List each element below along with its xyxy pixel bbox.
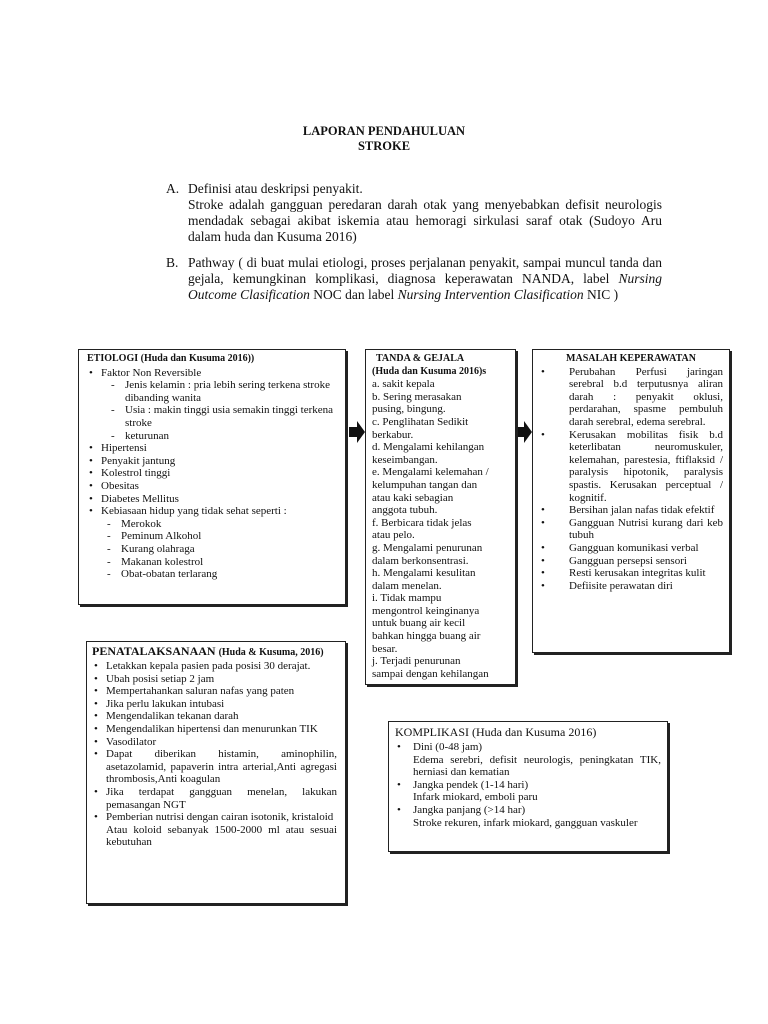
komplikasi-detail: Edema serebri, defisit neurologis, peningkatan TIK, herniasi dan kematian xyxy=(413,753,661,779)
tanda-line: bahkan hingga buang air xyxy=(372,630,481,643)
list-item xyxy=(395,804,661,829)
tanda-line: e. Mengalami kelemahan / xyxy=(372,466,489,479)
list-item: • Gangguan persepsi sensori xyxy=(539,555,723,568)
list-item: • Hipertensi xyxy=(87,442,339,455)
list-item: • Perubahan Perfusi jaringan serebral b.d terputusnya aliran darah : penyakit oklusi, perdarahan, spasme pembuluh darah serebral, edema serebral. xyxy=(539,366,723,429)
list-item: - Peminum Alkohol xyxy=(87,530,339,543)
list-item-extra: Atau koloid sebanyak 1500-2000 ml atau sesuai kebutuhan xyxy=(106,823,337,849)
tanda-line: keseimbangan. xyxy=(372,453,438,466)
list-item: • Obesitas xyxy=(87,480,339,493)
tanda-line: j. Terjadi penurunan xyxy=(372,655,461,668)
komplikasi-detail: Infark miokard, emboli paru xyxy=(413,791,538,804)
etiologi-heading: ETIOLOGI (Huda dan Kusuma 2016)) xyxy=(87,353,255,364)
komplikasi-detail: Stroke rekuren, infark miokard, gangguan vaskuler xyxy=(413,816,638,829)
list-item: • Diabetes Mellitus xyxy=(87,493,339,506)
section-a xyxy=(166,181,662,245)
list-item xyxy=(395,779,661,804)
komplikasi-label: • Dini (0-48 jam) xyxy=(413,741,483,753)
tanda-line: kelumpuhan tangan dan xyxy=(372,478,478,491)
tanda-heading: TANDA & GEJALA xyxy=(376,353,465,364)
list-item: - Jenis kelamin : pria lebih sering terkena stroke dibanding wanita xyxy=(87,379,339,404)
section-b-italic-1: Nursing Outcome Clasification xyxy=(188,271,662,302)
tanda-line: b. Sering merasakan xyxy=(372,390,462,403)
tanda-line: besar. xyxy=(372,642,398,655)
page-subtitle: STROKE xyxy=(357,139,411,153)
tanda-line: dalam menelan. xyxy=(372,579,442,592)
list-item: • Gangguan Nutrisi kurang dari keb tubuh xyxy=(539,517,723,542)
list-item: - keturunan xyxy=(87,430,339,443)
list-item: • Kolestrol tinggi xyxy=(87,467,339,480)
list-item: • Letakkan kepala pasien pada posisi 30 derajat. xyxy=(92,660,337,673)
komplikasi-list xyxy=(395,741,661,829)
tanda-line: f. Berbicara tidak jelas xyxy=(372,516,472,529)
komplikasi-label: • Jangka panjang (>14 har) xyxy=(413,803,526,816)
etiologi-box xyxy=(78,349,346,605)
section-b-text-1: Pathway ( di buat mulai etiologi, proses perjalanan penyakit, sampai muncul tanda dan gejala, kemungkinan komplikasi, diagnosa keperawatan NANDA, label xyxy=(188,255,662,286)
list-item: - Obat-obatan terlarang xyxy=(87,568,339,581)
komplikasi-label: • Jangka pendek (1-14 hari) xyxy=(413,778,529,791)
list-item: • Kebiasaan hidup yang tidak sehat seperti : xyxy=(87,505,339,518)
section-b-body xyxy=(188,255,662,303)
tanda-line: h. Mengalami kesulitan xyxy=(372,567,476,580)
tanda-source: (Huda dan Kusuma 2016)s xyxy=(372,365,487,377)
masalah-box xyxy=(532,349,730,653)
tanda-line: atau pelo. xyxy=(372,529,415,542)
arrow-right-icon xyxy=(516,421,532,443)
tanda-line: a. sakit kepala xyxy=(372,378,435,391)
tanda-line: atau kaki sebagian xyxy=(372,491,454,504)
tanda-line: berkabur. xyxy=(372,428,414,441)
list-item: • Gangguan komunikasi verbal xyxy=(539,542,723,555)
etiologi-list xyxy=(87,367,339,581)
masalah-heading: MASALAH KEPERAWATAN xyxy=(566,353,696,364)
penatalaksanaan-source: (Huda & Kusuma, 2016) xyxy=(218,647,324,658)
list-item: • Mengendalikan hipertensi dan menurunkan TIK xyxy=(92,723,337,736)
list-item: • Resti kerusakan integritas kulit xyxy=(539,567,723,580)
section-b-text-3: NIC ) xyxy=(583,287,619,302)
tanda-line: dalam berkonsentrasi. xyxy=(372,554,469,567)
tanda-line: pusing, bingung. xyxy=(372,403,446,416)
list-item: • Bersihan jalan nafas tidak efektif xyxy=(539,504,723,517)
section-a-label: A. xyxy=(166,181,180,196)
list-item: • Pemberian nutrisi dengan cairan isotonik, kristaloid xyxy=(92,811,337,824)
komplikasi-box xyxy=(388,721,668,852)
penatalaksanaan-list xyxy=(92,660,337,849)
arrow-right-icon xyxy=(349,421,365,443)
section-a-body: Stroke adalah gangguan peredaran darah otak yang menyebabkan defisit neurologis mendadak sebagai akibat iskemia atau hemoragi sirkulasi saraf otak (Sudoyo Aru dalam huda dan Kusuma 2016) xyxy=(188,197,662,244)
tanda-line: anggota tubuh. xyxy=(372,504,438,517)
list-item: • Jika perlu lakukan intubasi xyxy=(92,698,337,711)
penatalaksanaan-heading: PENATALAKSANAAN xyxy=(92,644,216,658)
masalah-list xyxy=(539,366,723,593)
section-b-italic-2: Nursing Intervention Clasification xyxy=(397,287,584,302)
page-title: LAPORAN PENDAHULUAN xyxy=(302,124,466,138)
list-item: • Mengendalikan tekanan darah xyxy=(92,710,337,723)
list-item: • Faktor Non Reversible xyxy=(87,367,339,380)
penatalaksanaan-box xyxy=(86,641,346,904)
tanda-line: c. Penglihatan Sedikit xyxy=(372,415,469,428)
section-b-label: B. xyxy=(166,255,179,270)
tanda-line: i. Tidak mampu xyxy=(372,592,442,605)
list-item: • Jika terdapat gangguan menelan, lakukan pemasangan NGT xyxy=(92,786,337,811)
list-item: • Defiisite perawatan diri xyxy=(539,580,723,593)
tanda-line: d. Mengalami kehilangan xyxy=(372,441,485,454)
tanda-gejala-box xyxy=(365,349,516,685)
list-item: • Kerusakan mobilitas fisik b.d keterlibatan neuromuskuler, kelemahan, parestesia, ftiflaksid / paralysis hipotonik, paralysis spastis. Kerusakan perceptual / kognitif. xyxy=(539,429,723,505)
tanda-line: sampai dengan kehilangan xyxy=(372,667,489,680)
list-item: - Merokok xyxy=(87,518,339,531)
list-item: • Vasodilator xyxy=(92,736,337,749)
penatalaksanaan-header xyxy=(92,645,337,659)
list-item: - Usia : makin tinggi usia semakin tinggi terkena stroke xyxy=(87,404,339,429)
tanda-line: g. Mengalami penurunan xyxy=(372,541,483,554)
tanda-lines xyxy=(372,378,511,680)
komplikasi-heading: KOMPLIKASI (Huda dan Kusuma 2016) xyxy=(395,725,597,739)
list-item: • Dapat diberikan histamin, aminophilin, asetazolamid, papaverin intra arterial,Anti agregasi thrombosis,Anti koagulan xyxy=(92,748,337,786)
tanda-line: untuk buang air kecil xyxy=(372,617,466,630)
section-b-text-2: NOC dan label xyxy=(309,287,398,302)
section-a-heading: Definisi atau deskripsi penyakit. xyxy=(188,181,363,196)
section-b xyxy=(166,255,662,303)
list-item: • Penyakit jantung xyxy=(87,455,339,468)
list-item: - Kurang olahraga xyxy=(87,543,339,556)
list-item xyxy=(395,741,661,779)
list-item: • Mempertahankan saluran nafas yang paten xyxy=(92,685,337,698)
list-item: • Ubah posisi setiap 2 jam xyxy=(92,673,337,686)
list-item: - Makanan kolestrol xyxy=(87,556,339,569)
tanda-line: mengontrol keinginanya xyxy=(372,604,480,617)
